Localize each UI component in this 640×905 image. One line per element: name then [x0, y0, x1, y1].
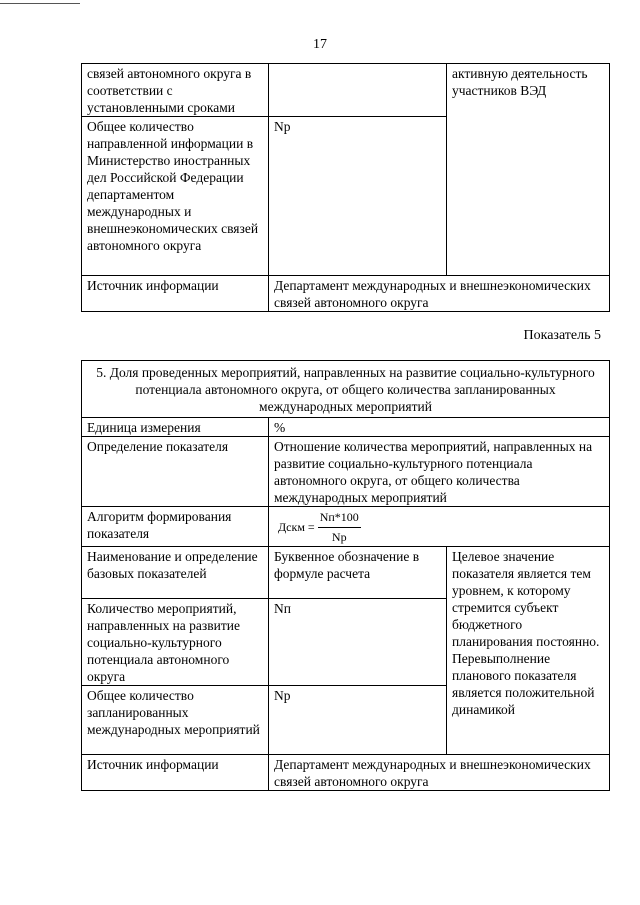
target-cell: Целевое значение показателя является тем уровнем, к которому стремится субъект бюджетного планирования постоянно. Перевыполнение планового показателя является положительной динамикой: [447, 547, 610, 755]
source-label: Источник информации: [82, 755, 269, 791]
base-label: Наименование и определение базовых показателей: [82, 547, 269, 599]
formula: [274, 510, 605, 544]
row-a-symbol: Nп: [269, 599, 447, 686]
row-a-label: Количество мероприятий, направленных на развитие социально-культурного потенциала автономного округа: [82, 599, 269, 686]
indicator-title: 5. Доля проведенных мероприятий, направленных на развитие социально-культурного потенциала автономного округа, от общего количества запланированных международных мероприятий: [82, 361, 610, 418]
row-symbol: Nр: [269, 117, 447, 276]
top-rule: [0, 3, 80, 4]
algorithm-label: Алгоритм формирования показателя: [82, 507, 269, 547]
source-value: Департамент международных и внешнеэкономических связей автономного округа: [269, 755, 610, 791]
table-row: [82, 547, 610, 599]
indicator-table: [81, 360, 610, 791]
table-row: [82, 507, 610, 547]
row-symbol: [269, 64, 447, 117]
unit-label: Единица измерения: [82, 418, 269, 437]
source-label: Источник информации: [82, 276, 269, 312]
base-symbol-label: Буквенное обозначение в формуле расчета: [269, 547, 447, 599]
table-row: [82, 361, 610, 418]
row-label: Общее количество направленной информации в Министерство иностранных дел Российской Федерации департаментом международных и внешнеэкономических связей автономного округа: [82, 117, 269, 276]
table-row: [82, 418, 610, 437]
page-number: 17: [313, 37, 327, 52]
target-cell: активную деятельность участников ВЭД: [447, 64, 610, 276]
formula-lhs: Дскм =: [278, 519, 315, 534]
definition-value: Отношение количества мероприятий, направленных на развитие социально-культурного потенциала автономного округа, от общего количества международных мероприятий: [269, 437, 610, 507]
row-b-symbol: Nр: [269, 686, 447, 755]
definition-label: Определение показателя: [82, 437, 269, 507]
table-row: [82, 64, 610, 117]
table-continuation: [81, 63, 610, 312]
source-value: Департамент международных и внешнеэкономических связей автономного округа: [269, 276, 610, 312]
row-b-label: Общее количество запланированных международных мероприятий: [82, 686, 269, 755]
formula-numerator: Nп*100: [318, 509, 361, 528]
table-row: [82, 437, 610, 507]
formula-fraction: [318, 509, 361, 546]
indicator-label: Показатель 5: [523, 328, 601, 343]
row-label: связей автономного округа в соответствии с установленными сроками: [82, 64, 269, 117]
formula-denominator: Nр: [331, 529, 347, 544]
formula-cell: [269, 507, 610, 547]
table-row: [82, 276, 610, 312]
table-row: [82, 755, 610, 791]
unit-value: %: [269, 418, 610, 437]
